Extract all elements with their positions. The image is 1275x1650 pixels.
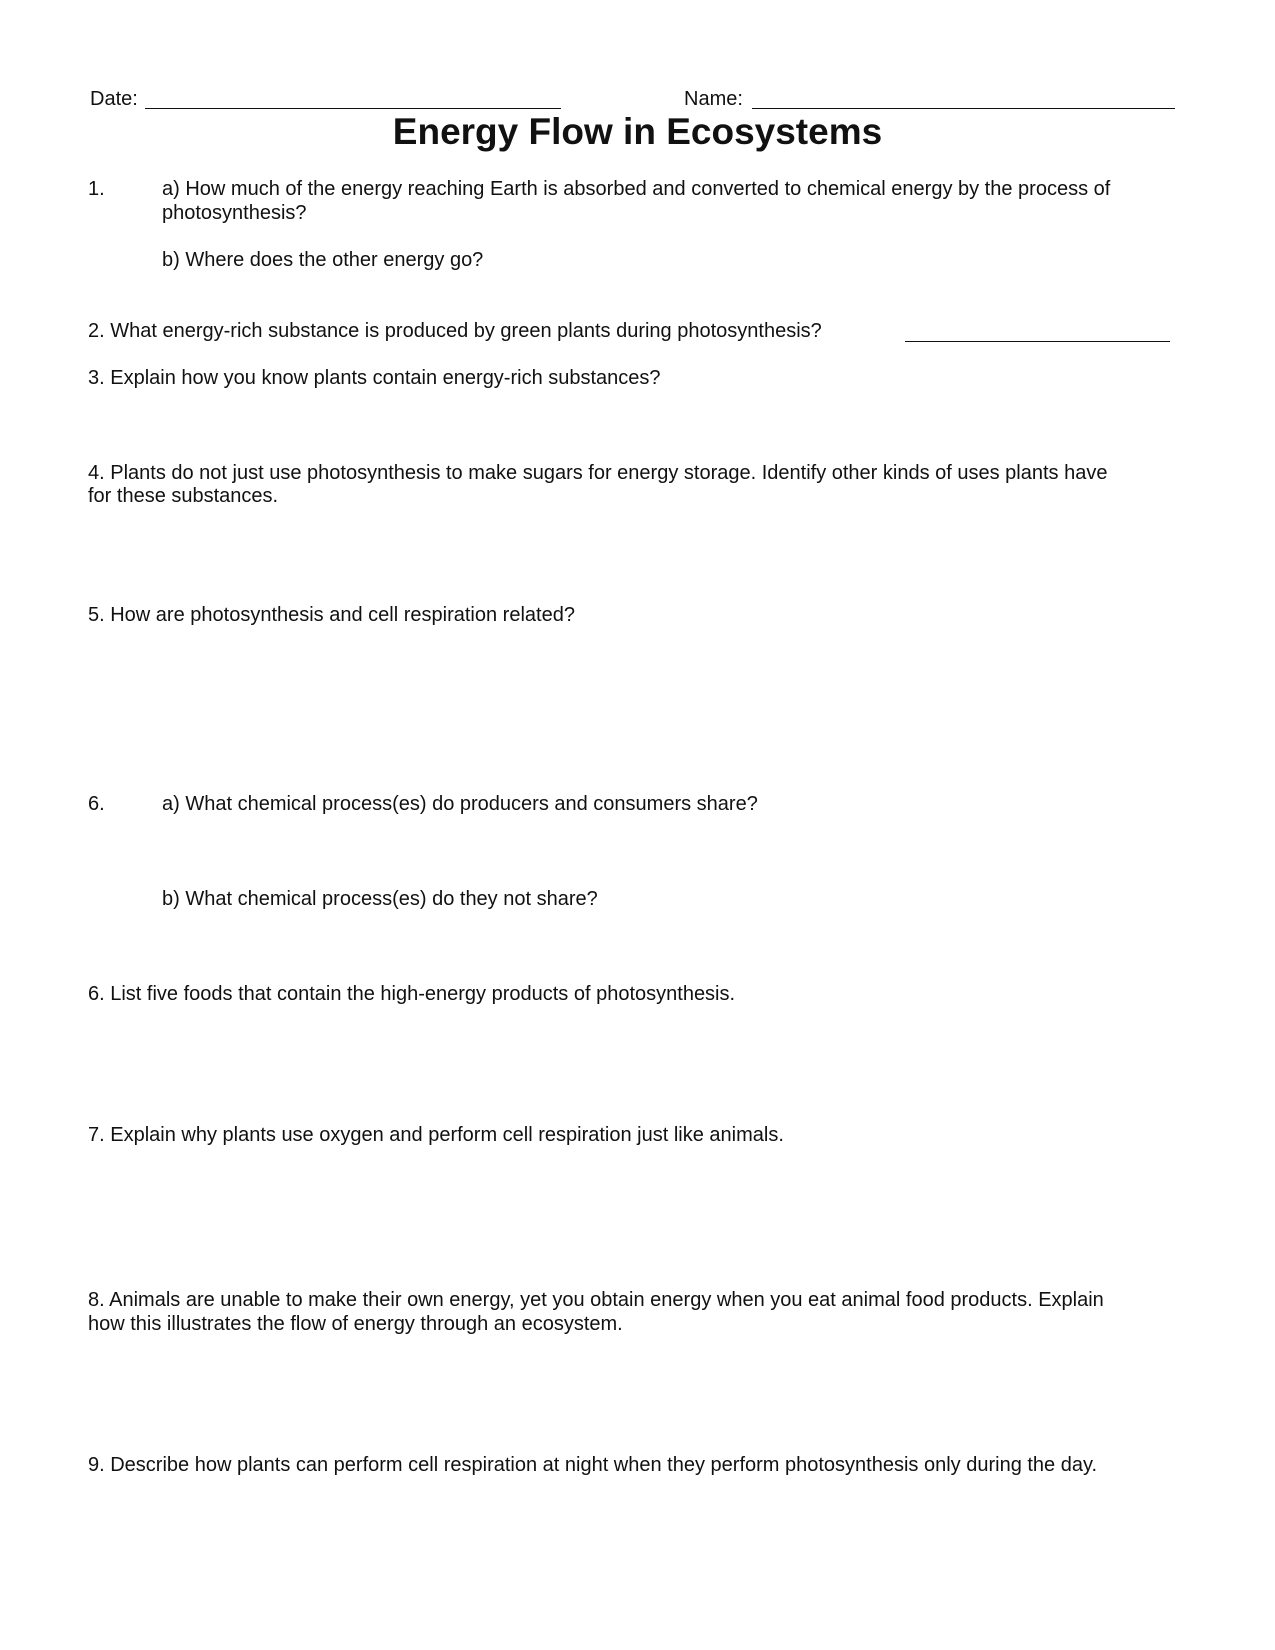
q8-line2: how this illustrates the flow of energy through an ecosystem. (88, 1313, 623, 1335)
q6a-part-a: a) What chemical process(es) do producers and consumers share? (162, 793, 758, 815)
q5-text: 5. How are photosynthesis and cell respiration related? (88, 604, 575, 626)
q2-text: 2. What energy-rich substance is produced by green plants during photosynthesis? (88, 320, 822, 342)
date-answer-line[interactable] (145, 108, 561, 109)
q9-text: 9. Describe how plants can perform cell respiration at night when they perform photosynthesis only during the day. (88, 1454, 1098, 1476)
q4-line1: 4. Plants do not just use photosynthesis to make sugars for energy storage. Identify other kinds of uses plants have (88, 462, 1108, 484)
q8-line1: 8. Animals are unable to make their own energy, yet you obtain energy when you eat animal food products. Explain (88, 1289, 1104, 1311)
q6b-text: 6. List five foods that contain the high-energy products of photosynthesis. (88, 983, 736, 1005)
q6a-number: 6. (88, 793, 105, 815)
page-title: Energy Flow in Ecosystems (392, 111, 883, 152)
q7-text: 7. Explain why plants use oxygen and perform cell respiration just like animals. (88, 1124, 784, 1146)
q1-part-a-line1: a) How much of the energy reaching Earth is absorbed and converted to chemical energy by the process of (162, 178, 1111, 200)
name-label: Name: (684, 88, 743, 110)
name-answer-line[interactable] (752, 108, 1175, 109)
q1-number: 1. (88, 178, 105, 200)
q1-part-b: b) Where does the other energy go? (162, 249, 484, 271)
q4-line2: for these substances. (88, 485, 279, 507)
q2-answer-line[interactable] (905, 341, 1170, 342)
q6a-part-b: b) What chemical process(es) do they not share? (162, 888, 598, 910)
q1-part-a-line2: photosynthesis? (162, 202, 307, 224)
date-label: Date: (90, 88, 138, 110)
q3-text: 3. Explain how you know plants contain energy-rich substances? (88, 367, 661, 389)
